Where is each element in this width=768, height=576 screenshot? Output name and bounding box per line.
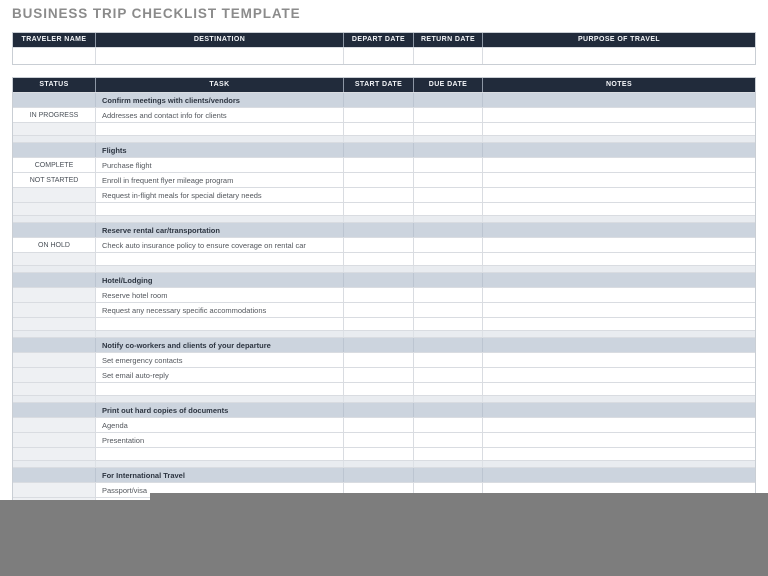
start-date-cell[interactable] [344,223,414,237]
task-cell[interactable]: Addresses and contact info for clients [96,108,344,122]
bottom-gray-band [0,500,768,576]
start-date-cell[interactable] [344,338,414,352]
due-date-cell[interactable] [414,433,483,447]
spacer-row [13,461,755,468]
task-row [13,433,755,448]
due-date-cell[interactable] [414,403,483,417]
spacer-cell [414,396,483,402]
spacer-row [13,266,755,273]
task-cell[interactable]: Set emergency contacts [96,353,344,367]
notes-cell[interactable] [483,123,755,135]
notes-cell[interactable] [483,173,755,187]
column-header: STATUS [13,78,96,92]
task-row [13,238,755,253]
start-date-cell[interactable] [344,143,414,157]
spacer-cell [96,136,344,142]
notes-cell[interactable] [483,403,755,417]
status-cell[interactable] [13,433,96,447]
section-title-cell[interactable]: Confirm meetings with clients/vendors [96,93,344,107]
column-header: TASK [96,78,344,92]
task-cell[interactable] [96,123,344,135]
notes-cell[interactable] [483,368,755,382]
trip-info-entry-row [13,48,755,64]
start-date-cell[interactable] [344,303,414,317]
purpose-of-travel-cell[interactable] [483,48,755,64]
spacer-cell [483,331,755,337]
notes-cell[interactable] [483,188,755,202]
empty-row [13,123,755,136]
status-cell[interactable] [13,188,96,202]
column-header: DUE DATE [414,78,483,92]
task-row [13,288,755,303]
due-date-cell[interactable] [414,158,483,172]
section-title-cell[interactable]: Print out hard copies of documents [96,403,344,417]
start-date-cell[interactable] [344,238,414,252]
status-cell[interactable]: NOT STARTED [13,173,96,187]
spacer-cell [344,396,414,402]
task-cell[interactable]: Set email auto-reply [96,368,344,382]
start-date-cell[interactable] [344,288,414,302]
status-cell[interactable] [13,418,96,432]
empty-row [13,318,755,331]
start-date-cell[interactable] [344,448,414,460]
notes-cell[interactable] [483,288,755,302]
start-date-cell[interactable] [344,188,414,202]
return-date-cell[interactable] [414,48,483,64]
notes-cell[interactable] [483,158,755,172]
section-row [13,273,755,288]
depart-date-cell[interactable] [344,48,414,64]
start-date-cell[interactable] [344,318,414,330]
spacer-cell [13,136,96,142]
start-date-cell[interactable] [344,93,414,107]
status-cell[interactable] [13,383,96,395]
task-row [13,158,755,173]
due-date-cell[interactable] [414,468,483,482]
spacer-cell [483,266,755,272]
due-date-cell[interactable] [414,173,483,187]
spacer-cell [414,266,483,272]
spacer-cell [13,331,96,337]
section-title-cell[interactable]: Flights [96,143,344,157]
status-cell[interactable] [13,223,96,237]
task-row [13,108,755,123]
section-title-cell[interactable]: Reserve rental car/transportation [96,223,344,237]
due-date-cell[interactable] [414,448,483,460]
start-date-cell[interactable] [344,123,414,135]
column-header: DESTINATION [96,33,344,47]
task-cell[interactable] [96,318,344,330]
start-date-cell[interactable] [344,468,414,482]
spacer-cell [344,461,414,467]
due-date-cell[interactable] [414,273,483,287]
due-date-cell[interactable] [414,238,483,252]
task-cell[interactable] [96,448,344,460]
spacer-cell [13,396,96,402]
start-date-cell[interactable] [344,203,414,215]
due-date-cell[interactable] [414,223,483,237]
notes-cell[interactable] [483,448,755,460]
start-date-cell[interactable] [344,403,414,417]
due-date-cell[interactable] [414,383,483,395]
due-date-cell[interactable] [414,353,483,367]
spacer-cell [414,331,483,337]
notes-cell[interactable] [483,433,755,447]
notes-cell[interactable] [483,253,755,265]
section-row [13,143,755,158]
due-date-cell[interactable] [414,93,483,107]
column-header: START DATE [344,78,414,92]
trip-info-header-row [13,33,755,48]
trip-info-table [12,32,756,65]
spacer-cell [414,461,483,467]
checklist-body [13,93,755,511]
task-row [13,303,755,318]
spacer-cell [483,461,755,467]
spacer-cell [13,461,96,467]
spacer-cell [483,216,755,222]
notes-cell[interactable] [483,383,755,395]
status-cell[interactable]: ON HOLD [13,238,96,252]
status-cell[interactable] [13,318,96,330]
section-row [13,223,755,238]
start-date-cell[interactable] [344,273,414,287]
status-cell[interactable] [13,203,96,215]
due-date-cell[interactable] [414,318,483,330]
empty-row [13,383,755,396]
notes-cell[interactable] [483,468,755,482]
spacer-cell [344,331,414,337]
spacer-cell [344,136,414,142]
notes-cell[interactable] [483,93,755,107]
task-row [13,368,755,383]
column-header: DEPART DATE [344,33,414,47]
task-cell[interactable] [96,383,344,395]
column-header: PURPOSE OF TRAVEL [577,36,661,43]
task-cell[interactable] [96,203,344,215]
checklist-header-row [13,78,755,93]
spacer-cell [96,266,344,272]
status-cell[interactable] [13,273,96,287]
due-date-cell[interactable] [414,143,483,157]
traveler-name-cell[interactable] [13,48,96,64]
due-date-cell[interactable] [414,123,483,135]
spacer-cell [96,396,344,402]
due-date-cell[interactable] [414,288,483,302]
spacer-cell [96,461,344,467]
status-cell[interactable]: IN PROGRESS [13,108,96,122]
task-cell[interactable]: Request any necessary specific accommodations [96,303,344,317]
spacer-cell [13,266,96,272]
status-cell[interactable] [13,123,96,135]
task-row [13,188,755,203]
empty-row [13,253,755,266]
section-title-cell[interactable]: Notify co-workers and clients of your departure [96,338,344,352]
notes-cell[interactable] [483,418,755,432]
section-title-cell[interactable]: Hotel/Lodging [96,273,344,287]
task-row [13,173,755,188]
task-cell[interactable]: Reserve hotel room [96,288,344,302]
task-cell[interactable]: Purchase flight [96,158,344,172]
status-cell[interactable] [13,338,96,352]
start-date-cell[interactable] [344,383,414,395]
checklist-table [12,77,756,512]
section-row [13,403,755,418]
status-cell[interactable] [13,93,96,107]
due-date-cell[interactable] [414,108,483,122]
spacer-row [13,136,755,143]
start-date-cell[interactable] [344,353,414,367]
status-cell[interactable] [13,403,96,417]
notes-cell[interactable] [483,223,755,237]
notes-cell[interactable] [483,303,755,317]
start-date-cell[interactable] [344,433,414,447]
destination-cell[interactable] [96,48,344,64]
due-date-cell[interactable] [414,368,483,382]
spacer-cell [414,136,483,142]
notes-cell[interactable] [483,318,755,330]
start-date-cell[interactable] [344,368,414,382]
empty-row [13,448,755,461]
due-date-cell[interactable] [414,418,483,432]
due-date-cell[interactable] [414,253,483,265]
notes-cell[interactable] [483,338,755,352]
start-date-cell[interactable] [344,173,414,187]
task-cell[interactable]: Passport/visa [96,483,344,497]
section-row [13,338,755,353]
section-row [13,468,755,483]
status-cell[interactable]: COMPLETE [13,158,96,172]
spacer-cell [96,216,344,222]
task-cell[interactable] [96,253,344,265]
due-date-cell[interactable] [414,188,483,202]
section-row [13,93,755,108]
page-title: BUSINESS TRIP CHECKLIST TEMPLATE [12,6,301,21]
status-cell[interactable] [13,448,96,460]
task-cell[interactable]: Enroll in frequent flyer mileage program [96,173,344,187]
task-cell[interactable]: Request in-flight meals for special dietary needs [96,188,344,202]
notes-cell[interactable] [483,238,755,252]
column-header: RETURN DATE [414,33,483,47]
status-cell[interactable] [13,303,96,317]
spacer-cell [96,331,344,337]
spacer-row [13,396,755,403]
task-cell[interactable]: Agenda [96,418,344,432]
column-header: TRAVELER NAME [13,33,96,47]
notes-cell[interactable] [483,353,755,367]
status-cell[interactable] [13,253,96,265]
due-date-cell[interactable] [414,203,483,215]
spacer-row [13,216,755,223]
start-date-cell[interactable] [344,418,414,432]
start-date-cell[interactable] [344,253,414,265]
status-cell[interactable] [13,483,96,497]
start-date-cell[interactable] [344,108,414,122]
due-date-cell[interactable] [414,338,483,352]
spacer-row [13,331,755,338]
spacer-cell [344,216,414,222]
section-title-cell[interactable]: For International Travel [96,468,344,482]
spacer-cell [483,396,755,402]
status-cell[interactable] [13,468,96,482]
task-cell[interactable]: Check auto insurance policy to ensure coverage on rental car [96,238,344,252]
task-row [13,418,755,433]
status-cell[interactable] [13,353,96,367]
notes-cell[interactable] [483,273,755,287]
column-header: NOTES [605,81,633,88]
spacer-cell [483,136,755,142]
status-cell[interactable] [13,368,96,382]
spacer-cell [414,216,483,222]
spacer-cell [13,216,96,222]
spacer-cell [344,266,414,272]
empty-row [13,203,755,216]
status-cell[interactable] [13,288,96,302]
notes-cell[interactable] [483,108,755,122]
due-date-cell[interactable] [414,303,483,317]
notes-cell[interactable] [483,203,755,215]
task-row [13,353,755,368]
status-cell[interactable] [13,143,96,157]
notes-cell[interactable] [483,143,755,157]
task-cell[interactable]: Presentation [96,433,344,447]
start-date-cell[interactable] [344,158,414,172]
